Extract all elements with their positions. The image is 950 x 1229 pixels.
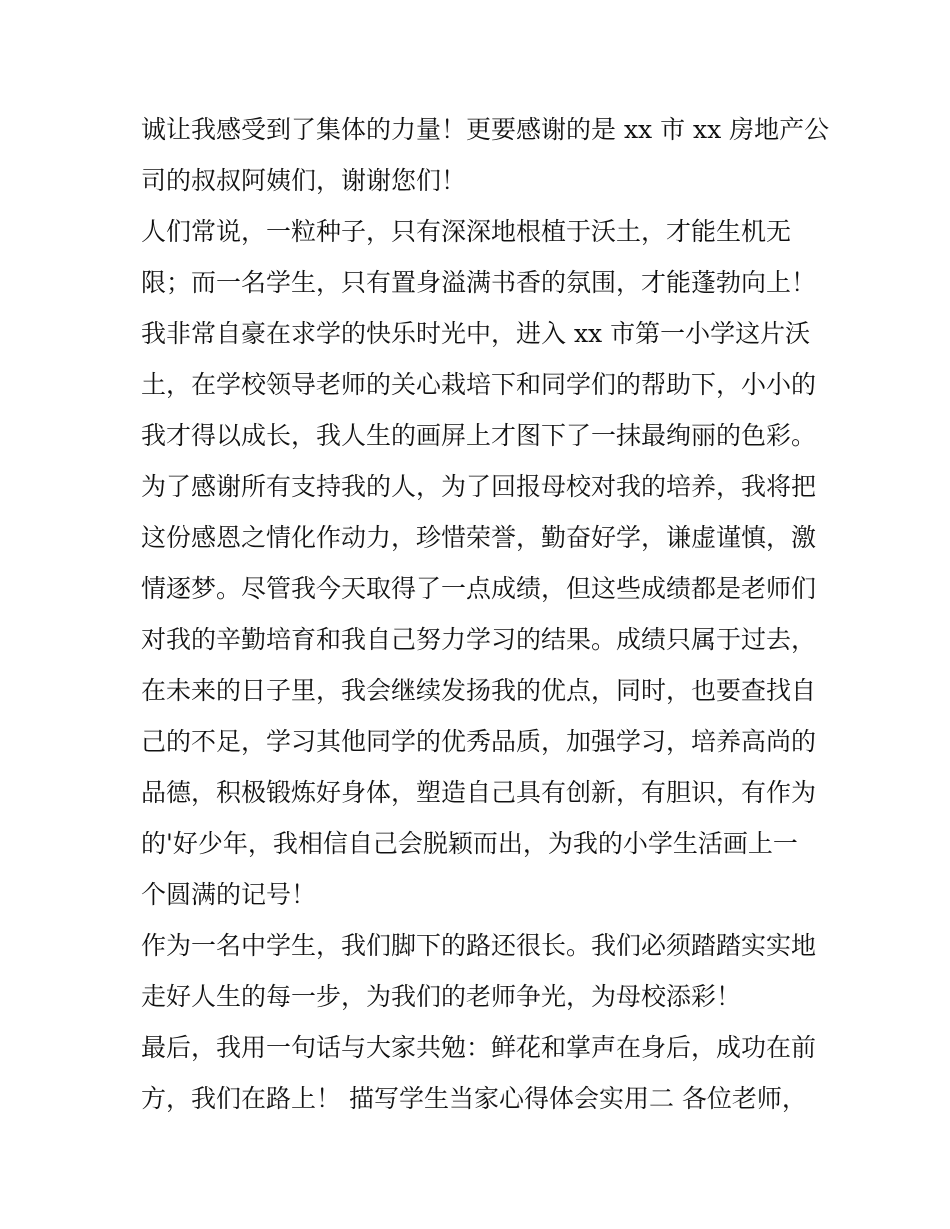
text-line: 在未来的日子里，我会继续发扬我的优点，同时，也要查找自 bbox=[141, 676, 817, 705]
text-line: 己的不足，学习其他同学的优秀品质，加强学习，培养高尚的 bbox=[141, 727, 817, 756]
body-text bbox=[141, 104, 830, 1124]
text-line: 为了感谢所有支持我的人，为了回报母校对我的培养，我将把 bbox=[141, 472, 817, 501]
text-line: 品德，积极锻炼好身体，塑造自己具有创新，有胆识，有作为 bbox=[141, 778, 817, 807]
text-line: 对我的辛勤培育和我自己努力学习的结果。成绩只属于过去， bbox=[141, 625, 817, 654]
text-line: 诚让我感受到了集体的力量！更要感谢的是 xx 市 xx 房地产公 bbox=[141, 115, 830, 144]
text-line: 我才得以成长，我人生的画屏上才图下了一抹最绚丽的色彩。 bbox=[141, 421, 817, 450]
text-line: 走好人生的每一步，为我们的老师争光，为母校添彩！ bbox=[141, 982, 742, 1011]
text-line: 作为一名中学生，我们脚下的路还很长。我们必须踏踏实实地 bbox=[141, 931, 817, 960]
text-line: 的'好少年，我相信自己会脱颖而出，为我的小学生活画上一 bbox=[141, 829, 798, 858]
text-line: 个圆满的记号！ bbox=[141, 880, 317, 909]
text-line: 这份感恩之情化作动力，珍惜荣誉，勤奋好学，谦虚谨慎，激 bbox=[141, 523, 817, 552]
text-line: 最后，我用一句话与大家共勉：鲜花和掌声在身后，成功在前 bbox=[141, 1033, 817, 1062]
text-line: 土，在学校领导老师的关心栽培下和同学们的帮助下，小小的 bbox=[141, 370, 817, 399]
text-line: 我非常自豪在求学的快乐时光中，进入 xx 市第一小学这片沃 bbox=[141, 319, 811, 348]
text-line: 限；而一名学生，只有置身溢满书香的氛围，才能蓬勃向上！ bbox=[141, 268, 817, 297]
text-line: 情逐梦。尽管我今天取得了一点成绩，但这些成绩都是老师们 bbox=[141, 574, 817, 603]
text-line: 方，我们在路上！ 描写学生当家心得体会实用二 各位老师， bbox=[141, 1084, 807, 1113]
text-line: 人们常说，一粒种子，只有深深地根植于沃土，才能生机无 bbox=[141, 217, 792, 246]
text-line: 司的叔叔阿姨们，谢谢您们！ bbox=[141, 166, 467, 195]
